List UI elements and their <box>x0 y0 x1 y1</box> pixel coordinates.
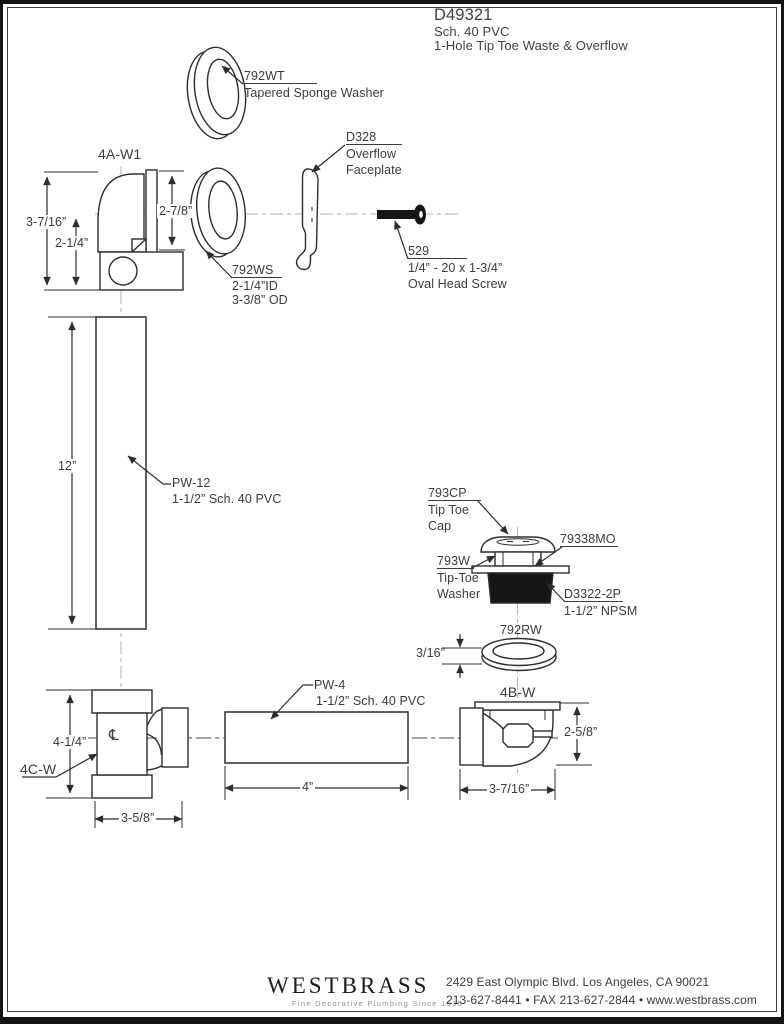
part-desc2-d328: Faceplate <box>346 163 402 177</box>
part-id-792ws: 2-1/4”ID <box>232 279 278 293</box>
fitting-label-4cw: 4C-W <box>20 761 57 777</box>
part-code-79338mo: 79338MO <box>560 532 616 546</box>
part-desc1-d328: Overflow <box>346 147 397 161</box>
part-desc-792wt: Tapered Sponge Washer <box>244 86 384 100</box>
doc-spec: Sch. 40 PVC <box>434 24 510 39</box>
part-code-pw4: PW-4 <box>314 678 346 692</box>
dim-4aw1-inner: 2-1/4” <box>55 236 89 250</box>
part-code-pw12: PW-12 <box>172 476 211 490</box>
part-code-792wt: 792WT <box>244 69 317 84</box>
doc-desc: 1-Hole Tip Toe Waste & Overflow <box>434 38 628 53</box>
part-code-d3322-2p: D3322-2P <box>564 587 622 601</box>
pipe-pw4-drawing <box>225 712 408 763</box>
part-code-793w: 793W <box>437 554 474 569</box>
part-desc1-793cp: Tip Toe <box>428 503 470 517</box>
part-od-792ws: 3-3/8” OD <box>232 293 288 307</box>
part-code-792ws: 792WS <box>232 263 282 278</box>
dim-4aw1-height: 3-7/16” <box>26 215 67 229</box>
washer-792wt-drawing <box>181 44 251 143</box>
pipe-pw12-drawing <box>96 317 146 629</box>
dim-pw4-length: 4” <box>302 780 314 794</box>
doc-code: D49321 <box>434 6 493 24</box>
dim-4cw-width: 3-5/8” <box>121 811 155 825</box>
dim-4bw-height: 2-5/8” <box>564 725 598 739</box>
centerline-symbol: ℄ <box>109 727 119 744</box>
footer-address: 2429 East Olympic Blvd. Los Angeles, CA 90021 <box>446 975 710 989</box>
dim-pw12-length: 12” <box>58 459 77 473</box>
part-code-793cp: 793CP <box>428 486 481 501</box>
washer-792rw-drawing <box>482 639 556 671</box>
brand-tagline: Fine Decorative Plumbing Since 1935 <box>292 999 463 1008</box>
washer-792ws-drawing <box>187 166 250 260</box>
part-desc2-793w: Washer <box>437 587 481 601</box>
dim-792rw-thickness: 3/16” <box>416 646 445 660</box>
part-desc-pw12: 1-1/2” Sch. 40 PVC <box>172 492 282 506</box>
dim-4cw-height: 4-1/4” <box>53 735 87 749</box>
screw-529-drawing <box>377 205 426 225</box>
part-code-792rw: 792RW <box>500 623 542 637</box>
dim-4aw1-ring: 2-7/8” <box>159 204 193 218</box>
part-code-d328: D328 <box>346 130 402 145</box>
part-desc-d3322-2p: 1-1/2” NPSM <box>564 604 638 618</box>
part-code-529: 529 <box>408 244 467 259</box>
brand-logo: WESTBRASS <box>267 973 430 998</box>
dim-4bw-width: 3-7/16” <box>489 782 530 796</box>
tiptoe-assembly-drawing <box>472 537 569 603</box>
elbow-4aw1-drawing <box>98 170 183 290</box>
part-desc-pw4: 1-1/2” Sch. 40 PVC <box>316 694 426 708</box>
fitting-label-4bw: 4B-W <box>500 684 536 700</box>
faceplate-d328-drawing <box>297 169 318 270</box>
elbow-4bw-drawing <box>460 702 560 766</box>
part-size-529: 1/4” - 20 x 1-3/4” <box>408 261 503 275</box>
part-desc2-793cp: Cap <box>428 519 452 533</box>
part-desc1-793w: Tip-Toe <box>437 571 479 585</box>
part-desc-529: Oval Head Screw <box>408 277 507 291</box>
footer-contact: 213-627-8441 • FAX 213-627-2844 • www.westbrass.com <box>446 993 757 1007</box>
tee-4cw-drawing <box>92 690 188 798</box>
fitting-label-4aw1: 4A-W1 <box>98 146 142 162</box>
